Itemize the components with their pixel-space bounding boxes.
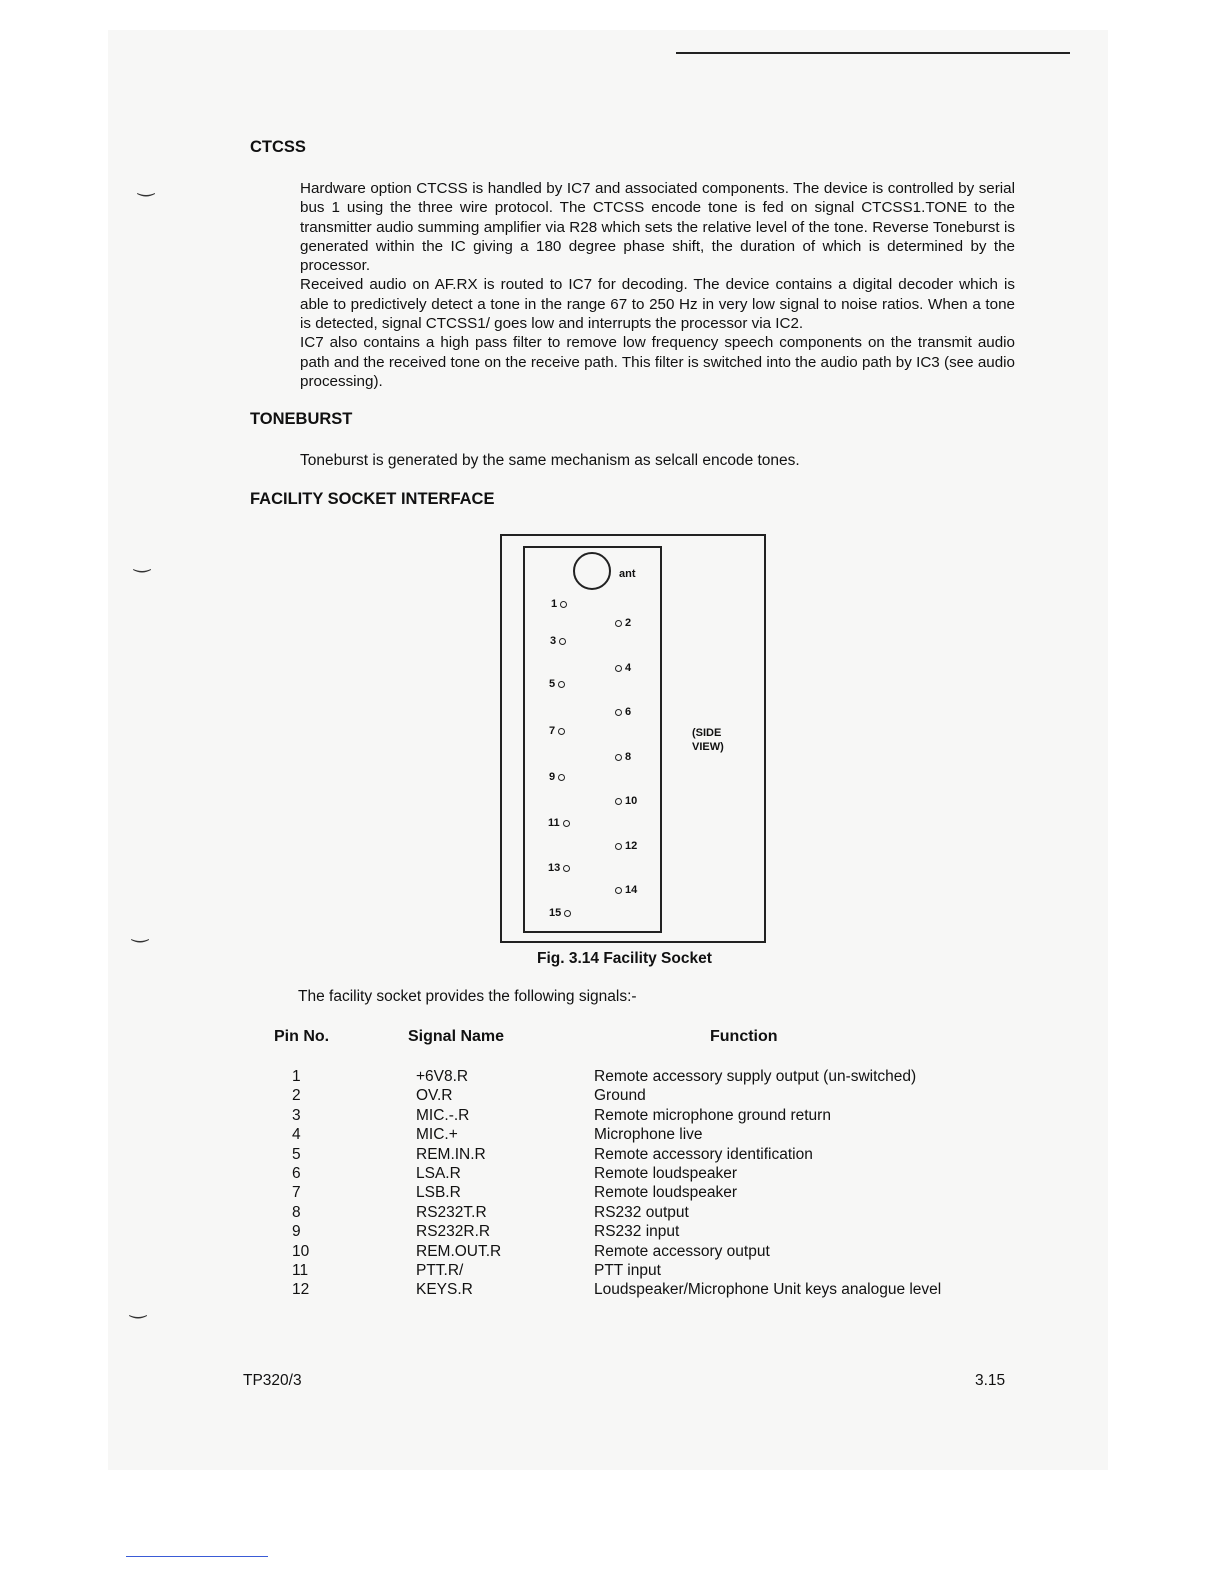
socket-pin: 6 (612, 706, 631, 718)
table-row (0, 1125, 1224, 1144)
signal-cell: REM.IN.R (416, 1145, 486, 1163)
table-row (0, 1280, 1224, 1299)
ctcss-paragraphs (250, 179, 1015, 391)
function-cell: Remote accessory output (594, 1242, 770, 1260)
function-cell: Remote loudspeaker (594, 1165, 738, 1182)
socket-pin: 2 (612, 617, 631, 629)
ctcss-paragraph-1: Hardware option CTCSS is handled by IC7 and associated components. The device is controlled by serial bus 1 using the three wire protocol. The CTCSS encode tone is fed on signal CTCSS1.TONE to the transmitter audio summing amplifier via R28 which sets the relative level of the tone. Reverse Toneburst is generated within the IC giving a 180 degree phase shift, the duration of which is determined by the processor. (300, 180, 1015, 275)
pin-cell: 12 (292, 1281, 310, 1299)
function-cell: PTT input (594, 1262, 661, 1279)
pin-cell: 3 (292, 1106, 301, 1124)
pin-cell: 7 (292, 1184, 301, 1202)
pin-cell: 4 (292, 1126, 301, 1144)
pin-cell: 10 (292, 1242, 310, 1260)
ctcss-heading: CTCSS (250, 138, 306, 156)
function-cell: RS232 output (594, 1203, 689, 1221)
function-cell: Remote accessory supply output (un-switched) (594, 1068, 917, 1085)
socket-pin: 7 (549, 725, 568, 737)
socket-pin: 8 (612, 751, 631, 763)
socket-inner-frame (523, 546, 662, 933)
table-row (0, 1067, 1224, 1086)
toneburst-heading: TONEBURST (250, 410, 353, 428)
socket-pin: 1 (551, 598, 570, 610)
socket-pin: 15 (549, 907, 574, 919)
socket-pin: 12 (612, 840, 637, 852)
signal-cell: +6V8.R (416, 1068, 469, 1085)
socket-pin: 9 (549, 771, 568, 783)
socket-pin: 5 (549, 678, 568, 690)
function-cell: Remote loudspeaker (594, 1184, 738, 1202)
pin-cell: 8 (292, 1203, 301, 1221)
top-rule (676, 52, 1070, 54)
facility-heading: FACILITY SOCKET INTERFACE (250, 490, 495, 508)
figure-caption: Fig. 3.14 Facility Socket (537, 950, 712, 967)
pin-cell: 9 (292, 1223, 301, 1241)
ctcss-paragraph-3: IC7 also contains a high pass filter to remove low frequency speech components on the transmit audio path and the received tone on the receive path. This filter is switched into the audio path by IC3 (see audio processing). (300, 334, 1015, 390)
signal-cell: PTT.R/ (416, 1262, 464, 1279)
facility-intro: The facility socket provides the following signals:- (298, 988, 637, 1005)
signal-cell: OV.R (416, 1087, 453, 1105)
socket-pin: 4 (612, 662, 631, 674)
signal-cell: RS232T.R (416, 1203, 487, 1221)
socket-pin: 13 (548, 862, 573, 874)
antenna-connector (573, 552, 611, 590)
socket-pin: 11 (548, 817, 573, 829)
header-pin: Pin No. (274, 1028, 330, 1045)
table-row (0, 1222, 1224, 1241)
table-row (0, 1086, 1224, 1105)
function-cell: Ground (594, 1087, 646, 1105)
header-signal: Signal Name (408, 1028, 505, 1045)
socket-pin: 3 (550, 635, 569, 647)
table-row (0, 1164, 1224, 1183)
signal-cell: REM.OUT.R (416, 1242, 502, 1260)
signal-cell: KEYS.R (416, 1281, 473, 1299)
signal-cell: MIC.+ (416, 1126, 458, 1144)
signal-cell: RS232R.R (416, 1223, 491, 1241)
socket-pin: 14 (612, 884, 637, 896)
page-number: 3.15 (975, 1372, 1006, 1389)
doc-ref: TP320/3 (243, 1372, 302, 1389)
side-view-label: (SIDE VIEW) (692, 727, 724, 753)
table-row (0, 1242, 1224, 1261)
signal-cell: LSB.R (416, 1184, 461, 1202)
signal-cell: MIC.-.R (416, 1106, 470, 1124)
pin-cell: 1 (292, 1068, 301, 1085)
function-cell: RS232 input (594, 1223, 680, 1241)
signal-cell: LSA.R (416, 1165, 461, 1182)
table-row (0, 1203, 1224, 1222)
pin-cell: 11 (292, 1262, 309, 1279)
function-cell: Microphone live (594, 1126, 703, 1144)
header-function: Function (710, 1028, 778, 1045)
bottom-rule (126, 1556, 268, 1557)
ant-label: ant (619, 568, 636, 580)
pin-cell: 2 (292, 1087, 301, 1105)
pin-cell: 5 (292, 1145, 301, 1163)
function-cell: Remote microphone ground return (594, 1106, 831, 1124)
table-row (0, 1145, 1224, 1164)
function-cell: Remote accessory identification (594, 1145, 813, 1163)
function-cell: Loudspeaker/Microphone Unit keys analogue level (594, 1281, 942, 1299)
table-row (0, 1261, 1224, 1280)
table-row (0, 1183, 1224, 1202)
table-row (0, 1106, 1224, 1125)
socket-pin: 10 (612, 795, 637, 807)
toneburst-text: Toneburst is generated by the same mechanism as selcall encode tones. (300, 452, 800, 469)
pin-cell: 6 (292, 1165, 301, 1182)
ctcss-paragraph-2: Received audio on AF.RX is routed to IC7 for decoding. The device contains a digital decoder which is able to predictively detect a tone in the range 67 to 250 Hz in very low signal to noise ratios. When a tone is detected, signal CTCSS1/ goes low and interrupts the processor via IC2. (300, 276, 1015, 333)
